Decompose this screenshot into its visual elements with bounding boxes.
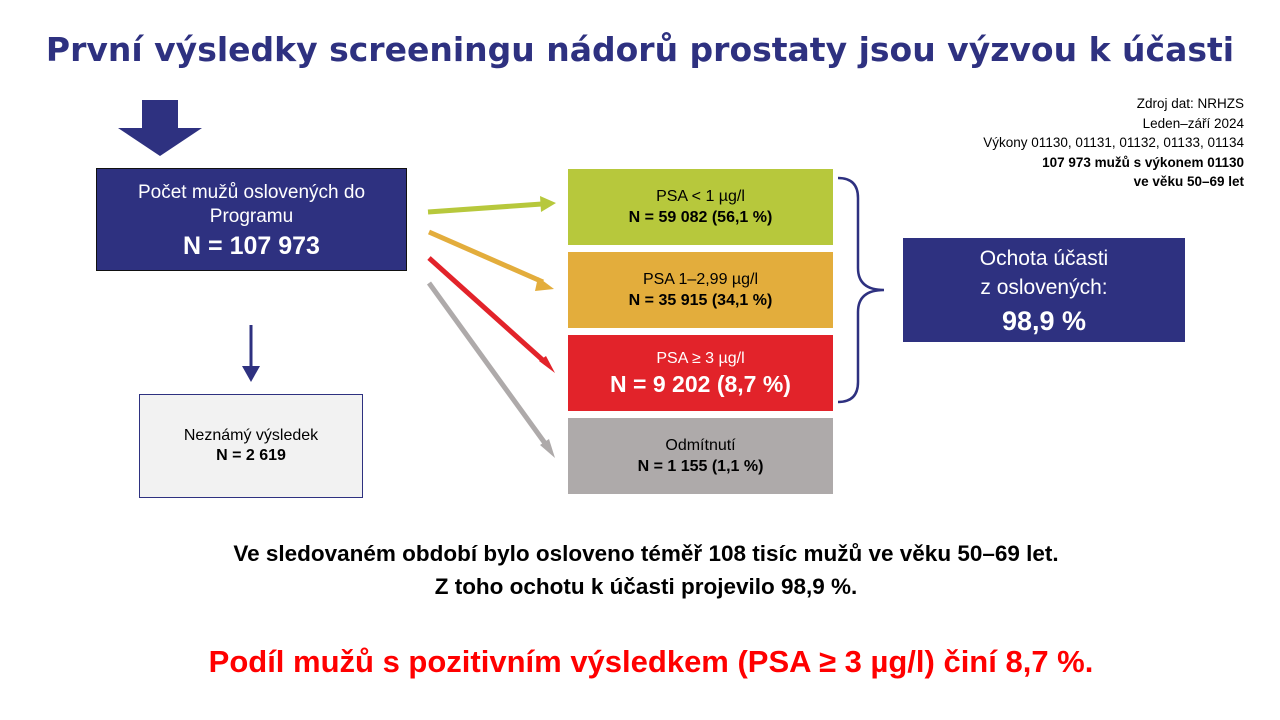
unknown-value: N = 2 619 <box>216 447 286 464</box>
result-box-psa-low <box>568 169 833 245</box>
count-line: 107 973 mužů s výkonem 01130 <box>1042 154 1244 170</box>
result-value: N = 1 155 (1,1 %) <box>637 458 764 475</box>
result-label: PSA 1–2,99 µg/l <box>642 271 759 288</box>
willingness-line2: z oslovených: <box>980 276 1108 299</box>
result-box-psa-mid <box>568 252 833 328</box>
result-label: PSA ≥ 3 µg/l <box>656 349 745 367</box>
total-value: N = 107 973 <box>183 232 320 260</box>
result-box-psa-positive <box>568 335 833 411</box>
result-value: N = 59 082 (56,1 %) <box>628 209 773 226</box>
arrow-green <box>428 204 542 212</box>
willingness-box <box>903 238 1185 342</box>
arrow-to-unknown-head <box>242 366 260 382</box>
source-line: Zdroj dat: NRHZS <box>1136 96 1244 111</box>
period-line: Leden–září 2024 <box>1142 115 1244 131</box>
willingness-value: 98,9 % <box>1001 306 1087 336</box>
result-box-refused <box>568 418 833 494</box>
result-value: N = 35 915 (34,1 %) <box>628 292 773 309</box>
arrow-gray <box>429 283 547 446</box>
result-label: PSA < 1 µg/l <box>656 188 745 205</box>
arrow-orange-head <box>535 277 554 291</box>
willingness-line1: Ochota účasti <box>979 247 1109 270</box>
unknown-result-box <box>139 394 363 498</box>
codes-line: Výkony 01130, 01131, 01132, 01133, 01134 <box>983 135 1244 150</box>
unknown-label: Neznámý výsledek <box>183 427 319 444</box>
result-label: Odmítnutí <box>665 437 736 454</box>
summary-line1: Ve sledovaném období bylo osloveno téměř 108 tisíc mužů ve věku 50–69 let. <box>233 541 1059 566</box>
total-label: Počet mužů oslovených do Programu <box>137 182 366 227</box>
summary-text <box>0 537 1280 603</box>
total-invited-box <box>96 168 407 271</box>
positive-result-highlight: Podíl mužů s pozitivním výsledkem (PSA ≥ 3 µg/l) činí 8,7 %. <box>208 644 1094 679</box>
summary-line2: Z toho ochotu k účasti projevilo 98,9 %. <box>434 574 858 599</box>
result-value: N = 9 202 (8,7 %) <box>610 370 791 397</box>
slide-title: První výsledky screeningu nádorů prostaty jsou výzvou k účasti <box>45 30 1235 69</box>
brace-icon <box>838 178 884 402</box>
arrow-green-head <box>540 196 556 212</box>
entry-arrow-icon <box>118 100 202 156</box>
age-line: ve věku 50–69 let <box>1133 174 1244 189</box>
